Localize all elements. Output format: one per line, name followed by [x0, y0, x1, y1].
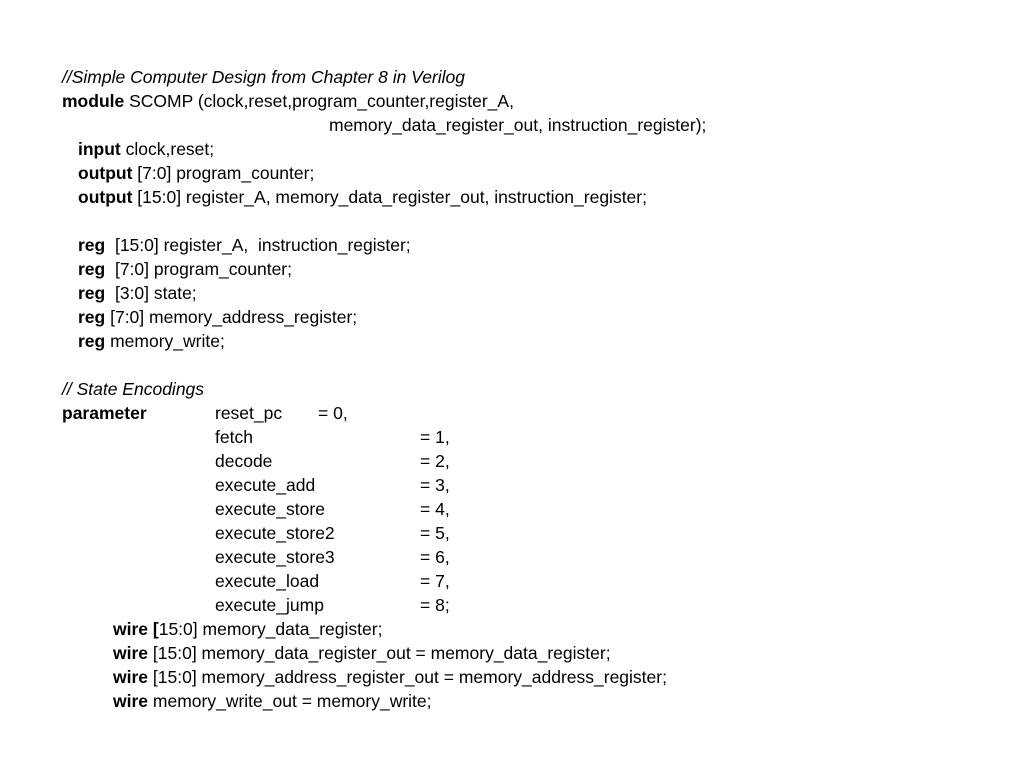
parameter-name: execute_store	[215, 499, 325, 519]
code-keyword: reg	[78, 259, 106, 279]
code-text: memory_data_register_out, instruction_register);	[329, 115, 707, 135]
code-keyword: output	[78, 187, 133, 207]
code-line	[113, 689, 432, 713]
code-keyword: wire	[113, 691, 149, 711]
code-line	[113, 617, 382, 641]
code-keyword: reg	[78, 283, 106, 303]
code-text: [15:0] memory_address_register_out = memory_address_register;	[148, 667, 667, 687]
parameter-name: execute_add	[215, 475, 316, 495]
parameter-name: execute_store2	[215, 523, 335, 543]
parameter-value: = 7,	[420, 571, 450, 591]
code-comment: //Simple Computer Design from Chapter 8 in Verilog	[62, 67, 465, 87]
code-comment: // State Encodings	[62, 379, 205, 399]
parameter-value: = 5,	[420, 523, 450, 543]
code-line	[78, 329, 225, 353]
parameter-name: fetch	[215, 427, 253, 447]
code-keyword: input	[78, 139, 121, 159]
parameter-name: execute_store3	[215, 547, 335, 567]
code-line	[78, 233, 411, 257]
parameter-name: reset_pc	[215, 403, 283, 423]
code-line	[329, 113, 706, 137]
parameter-name: execute_jump	[215, 595, 324, 615]
parameter-value: = 3,	[420, 475, 450, 495]
code-line	[113, 665, 667, 689]
code-text: [15:0] register_A, memory_data_register_out, instruction_register;	[132, 187, 647, 207]
code-text: [7:0] program_counter;	[105, 259, 293, 279]
code-line	[78, 257, 292, 281]
parameter-value: = 8;	[420, 595, 450, 615]
code-line	[78, 161, 314, 185]
code-line	[62, 401, 147, 425]
code-keyword: wire	[113, 643, 149, 663]
code-text: [7:0] program_counter;	[132, 163, 315, 183]
code-line	[78, 137, 214, 161]
code-keyword: module	[62, 91, 125, 111]
code-text: [15:0] register_A, instruction_register;	[105, 235, 411, 255]
parameter-value: = 6,	[420, 547, 450, 567]
parameter-value: = 2,	[420, 451, 450, 471]
parameter-value: = 0,	[318, 403, 348, 423]
code-text: SCOMP (clock,reset,program_counter,register_A,	[124, 91, 514, 111]
code-text: memory_write;	[105, 331, 225, 351]
code-line	[78, 305, 357, 329]
code-text: [7:0] memory_address_register;	[105, 307, 358, 327]
code-line	[113, 641, 611, 665]
code-text: [15:0] memory_data_register_out = memory_data_register;	[148, 643, 611, 663]
parameter-name: decode	[215, 451, 273, 471]
code-line	[62, 89, 514, 113]
code-keyword: reg	[78, 307, 106, 327]
code-keyword: reg	[78, 235, 106, 255]
code-text: clock,reset;	[120, 139, 215, 159]
parameter-value: = 1,	[420, 427, 450, 447]
code-keyword: parameter	[62, 403, 147, 423]
code-text: 15:0] memory_data_register;	[158, 619, 383, 639]
code-keyword: wire	[113, 667, 149, 687]
code-keyword: output	[78, 163, 133, 183]
code-keyword: reg	[78, 331, 106, 351]
code-line	[78, 185, 647, 209]
code-text: memory_write_out = memory_write;	[148, 691, 432, 711]
code-line	[62, 65, 465, 89]
code-text: [3:0] state;	[105, 283, 197, 303]
parameter-name: execute_load	[215, 571, 320, 591]
code-line	[62, 377, 204, 401]
code-keyword: wire [	[113, 619, 159, 639]
code-line	[78, 281, 197, 305]
parameter-value: = 4,	[420, 499, 450, 519]
